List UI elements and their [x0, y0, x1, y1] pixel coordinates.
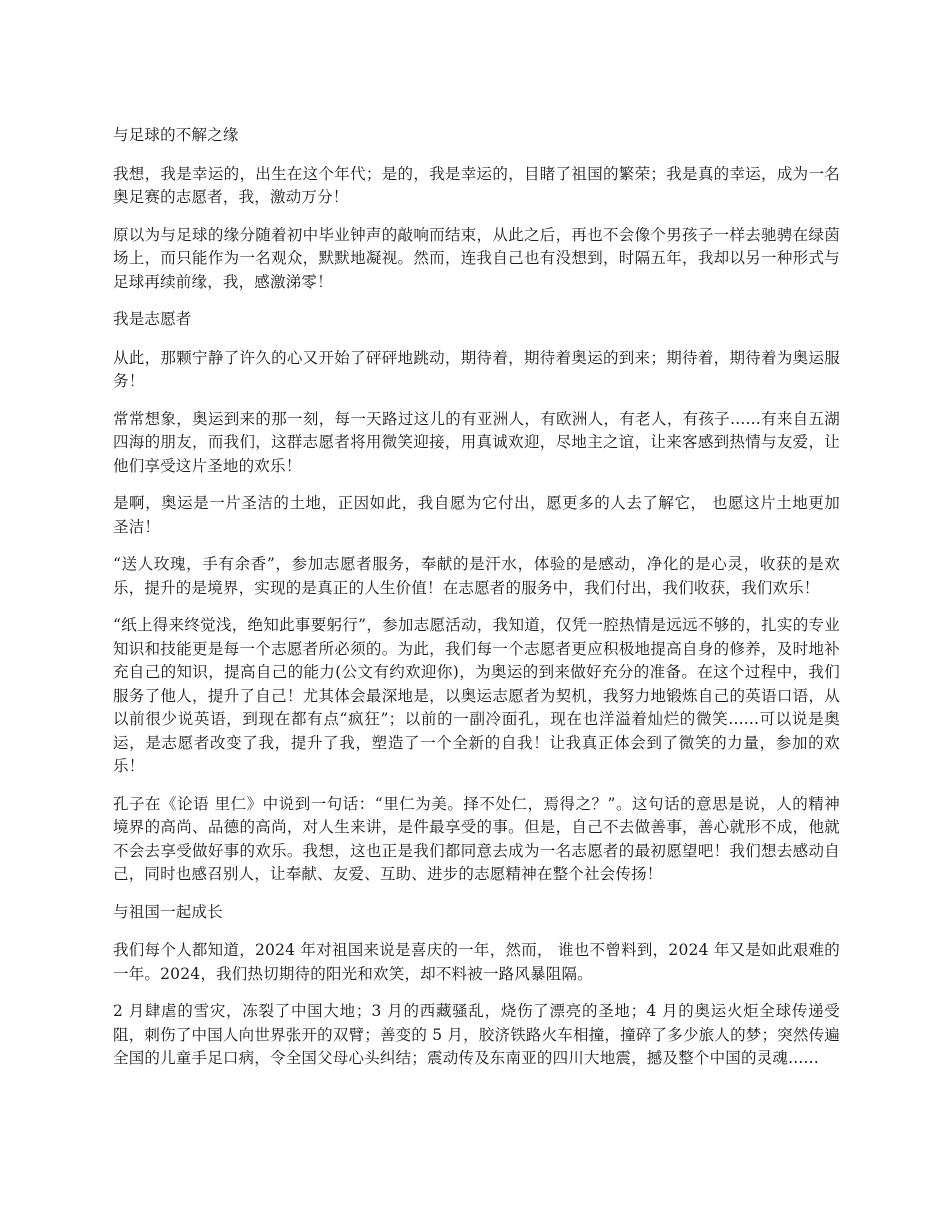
body-paragraph: 我们每个人都知道，2024 年对祖国来说是喜庆的一年，然而， 谁也不曾料到，2024 年又是如此艰难的一年。2024，我们热切期待的阳光和欢笑，却不料被一路风暴阻隔。 [113, 941, 840, 983]
body-paragraph: 我想，我是幸运的，出生在这个年代；是的，我是幸运的，目睹了祖国的繁荣；我是真的幸运，成为一名奥足赛的志愿者，我，激动万分！ [113, 164, 840, 206]
section-heading: 我是志愿者 [113, 310, 192, 328]
body-paragraph: 从此，那颗宁静了许久的心又开始了砰砰地跳动，期待着，期待着奥运的到来；期待着，期待着为奥运服务！ [113, 348, 840, 390]
document-page [113, 124, 840, 1085]
body-paragraph: 孔子在《论语 里仁》中说到一句话：“里仁为美。择不处仁，焉得之？”。这句话的意思是说，人的精神境界的高尚、品德的高尚，对人生来讲，是件最享受的事。但是，自己不去做善事，善心就形不成，他就不会去享受做好事的欢乐。我想，这也正是我们都同意去成为一名志愿者的最初愿望吧！我们想去感动自己，同时也感召别人，让奉献、友爱、互助、进步的志愿精神在整个社会传扬！ [113, 794, 840, 883]
section-heading: 与祖国一起成长 [113, 902, 223, 921]
body-paragraph: 是啊，奥运是一片圣洁的土地，正因如此，我自愿为它付出，愿更多的人去了解它， 也愿这片土地更加圣洁！ [113, 494, 840, 536]
body-paragraph: “送人玫瑰，手有余香”，参加志愿者服务，奉献的是汗水，体验的是感动，净化的是心灵，收获的是欢乐，提升的是境界，实现的是真正的人生价值！在志愿者的服务中，我们付出，我们收获，我们欢乐！ [113, 555, 840, 597]
body-paragraph: “纸上得来终觉浅，绝知此事要躬行”，参加志愿活动，我知道，仅凭一腔热情是远远不够的，扎实的专业知识和技能更是每一个志愿者所必须的。为此，我们每一个志愿者更应积极地提高自身的修养，及时地补充自己的知识，提高自己的能力(公文有约欢迎你)，为奥运的到来做好充分的准备。在这个过程中，我们服务了他人，提升了自己！尤其体会最深地是，以奥运志愿者为契机，我努力地锻炼自己的英语口语，从以前很少说英语，到现在都有点“疯狂”；以前的一副冷面孔，现在也洋溢着灿烂的微笑......可以说是奥运，是志愿者改变了我，提升了我，塑造了一个全新的自我！让我真正体会到了微笑的力量，参加的欢乐！ [113, 616, 840, 775]
body-paragraph: 2 月肆虐的雪灾，冻裂了中国大地；3 月的西藏骚乱，烧伤了漂亮的圣地；4 月的奥运火炬全球传递受阻，刺伤了中国人向世界张开的双臂；善变的 5 月，胶济铁路火车相撞，撞碎了多少旅人的梦；突然传遍全国的儿童手足口病，令全国父母心头纠结；震动传及东南亚的四川大地震，撼及整个中国的灵魂...... [113, 1002, 841, 1067]
body-paragraph: 常常想象，奥运到来的那一刻，每一天路过这儿的有亚洲人，有欧洲人，有老人，有孩子......有来自五湖四海的朋友，而我们，这群志愿者将用微笑迎接，用真诚欢迎，尽地主之谊，让来客感到热情与友爱，让他们享受这片圣地的欢乐！ [113, 409, 840, 475]
section-heading: 与足球的不解之缘 [113, 126, 239, 144]
body-paragraph: 原以为与足球的缘分随着初中毕业钟声的敲响而结束，从此之后，再也不会像个男孩子一样去驰骋在绿茵场上，而只能作为一名观众，默默地凝视。然而，连我自己也有没想到，时隔五年，我却以另一种形式与足球再续前缘，我，感激涕零！ [113, 225, 840, 291]
